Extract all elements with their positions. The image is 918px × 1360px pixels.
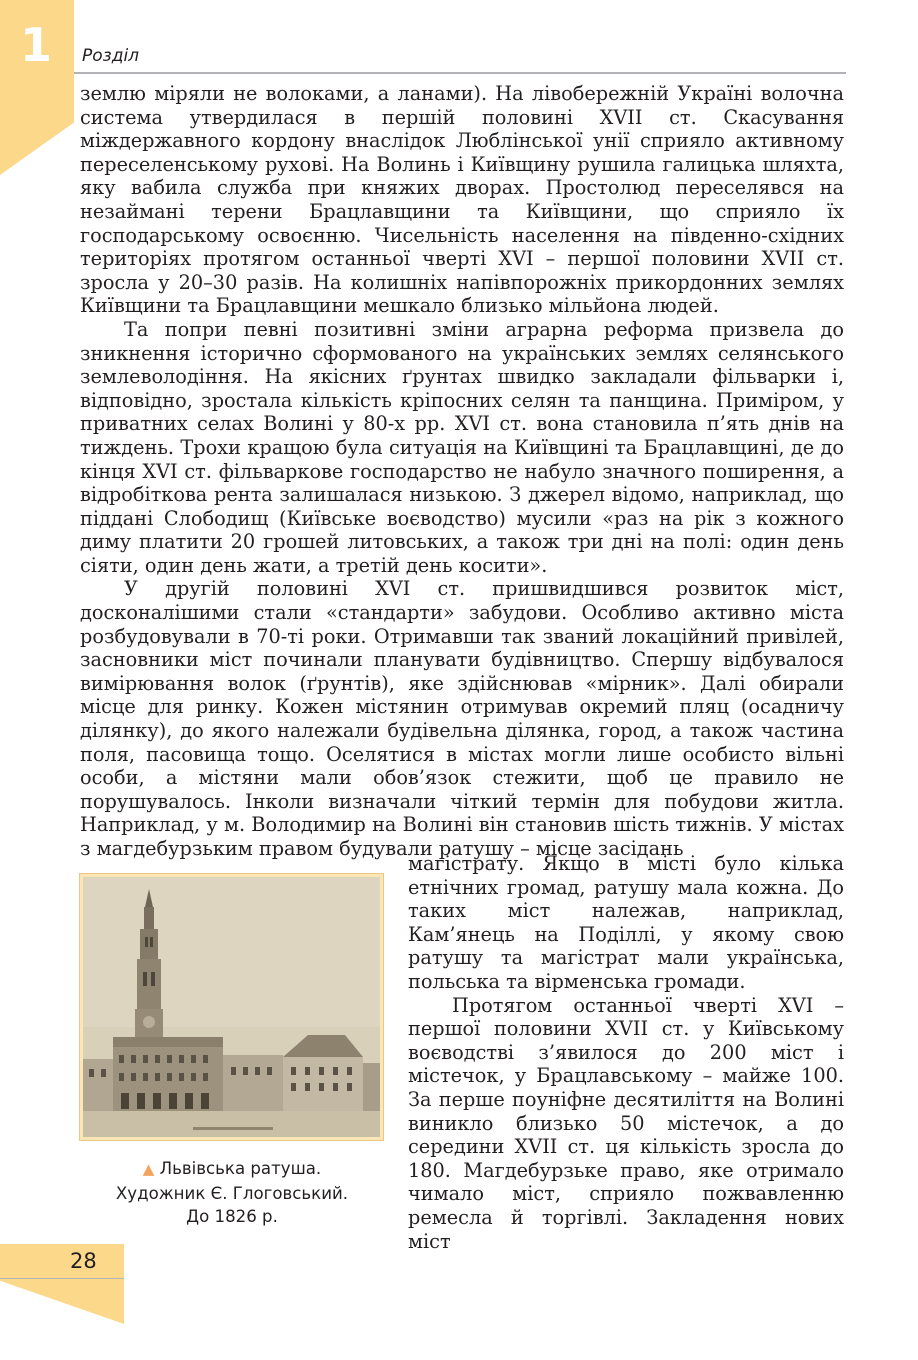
caption-title: Львівська ратуша. xyxy=(159,1159,322,1178)
header-rule xyxy=(74,72,846,74)
caption-line-1 xyxy=(80,1157,384,1182)
figure-frame xyxy=(79,873,384,1141)
footer-rule xyxy=(0,1278,124,1279)
chapter-label: Розділ xyxy=(82,46,140,66)
right-column-text xyxy=(408,852,844,1253)
triangle-marker-icon: ▲ xyxy=(142,1160,155,1178)
caption-line-2: Художник Є. Глоговський. xyxy=(115,1183,349,1203)
paragraph: У другій половині XVI ст. пришвидшився розвиток міст, досконалішими стали «стандарти» забудови. Особливо активно міста розбудовували в 70-ті роки. Отримавши так званий локаційний привілей, засновники міст починали планувати будівництво. Спершу відбувалося вимірювання волок (ґрунтів), яке здійснював «мірник». Далі обирали місце для ринку. Кожен містянин отримував окремий пляц (осадничу ділянку), до якого належали будівельна ділянка, город, а також частина поля, пасовища тощо. Оселятися в містах могли лише особисто вільні особи, а містяни мали обов’язок стежити, щоб це правило не порушувалось. Інколи визначали чіткий термін для побудови житла. Наприклад, у м. Володимир на Волині він становив шість тижнів. У містах з магдебурзьким правом будували ратушу – місце засідань xyxy=(80,577,844,860)
lviv-town-hall-engraving xyxy=(83,877,380,1137)
engraving-illustration xyxy=(83,877,380,1137)
main-text xyxy=(80,82,844,861)
paragraph: магістрату. Якщо в місті було кілька етнічних громад, ратушу мала кожна. До таких міст належав, наприклад, Кам’янець на Поділлі, у якому свою ратушу та магістрат мали українська, польська та вірменська громади. xyxy=(408,852,844,993)
paragraph: Та попри певні позитивні зміни аграрна реформа призвела до зникнення історично сформованого на українських землях селянського землеволодіння. На якісних ґрунтах швидко закладали фільварки і, відповідно, зростала кількість кріпосних селян та панщина. Приміром, у приватних селах Волині у 80-х рр. XVI ст. вона становила п’ять днів на тиждень. Трохи кращою була ситуація на Київщині та Брацлавщині, де до кінця XVI ст. фільваркове господарство не набуло значного поширення, а відробіткова рента залишалася низькою. З джерел відомо, наприклад, що піддані Слободищ (Київське воєводство) мусили «раз на рік з кожного диму платити 20 грошей литовських, а також три дні на полі: один день сіяти, один день жати, а третій день косити». xyxy=(80,317,844,577)
figure-caption xyxy=(80,1157,384,1229)
chapter-number: 1 xyxy=(20,18,53,72)
caption-line-3: До 1826 р. xyxy=(186,1207,278,1226)
page-number-tab xyxy=(0,1244,124,1324)
paragraph: землю міряли не волоками, а ланами). На лівобережній Україні волочна система утвердилася в першій половині XVII ст. Скасування міждержавного кордону внаслідок Люблінської унії сприяло активному переселенському рухові. На Волинь і Київщину рушила галицька шляхта, яку вабила служба при княжих дворах. Простолюд переселявся на незаймані терени Брацлавщини та Київщини, що сприяло їх господарському освоєнню. Чисельність населення на південно-східних територіях протягом останньої чверті XVI – першої половини XVII ст. зросла у 20–30 разів. На колишніх напівпорожніх прикордонних землях Київщини та Брацлавщини мешкало близько мільйона людей. xyxy=(80,82,844,318)
paragraph: Протягом останньої чверті XVI – першої половини XVII ст. у Київському воєводстві з’явилося до 200 міст і містечок, у Брацлавському – майже 100. За перше поуніфне десятиліття на Волині виникло близько 50 містечок, а до середини XVII ст. ця кількість зросла до 180. Магдебурзьке право, яке отримало чимало міст, сприяло пожвавленню ремесла й торгівлі. Закладення нових міст xyxy=(408,993,844,1253)
page-number: 28 xyxy=(70,1249,97,1273)
